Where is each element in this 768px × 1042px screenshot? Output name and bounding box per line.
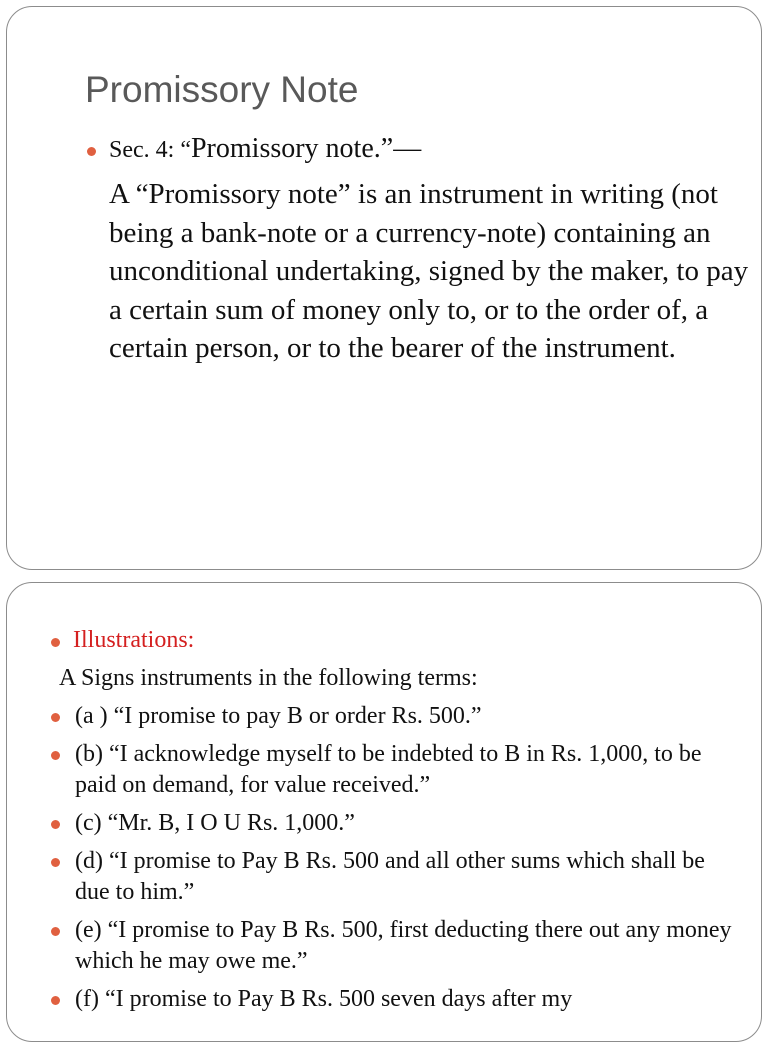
bullet-icon — [51, 820, 60, 829]
illustrations-heading — [51, 627, 194, 654]
bullet-icon — [51, 927, 60, 936]
item-text: (e) “I promise to Pay B Rs. 500, first deducting there out any money which he may owe me.” — [75, 917, 732, 974]
list-item — [51, 984, 741, 1015]
bullet-icon — [51, 858, 60, 867]
bullet-icon — [87, 147, 96, 156]
item-text: (b) “I acknowledge myself to be indebted to B in Rs. 1,000, to be paid on demand, for value received.” — [75, 741, 702, 798]
list-item — [51, 915, 741, 977]
list-item — [51, 846, 741, 908]
list-item — [51, 808, 741, 839]
list-item — [51, 739, 741, 801]
section-heading: Promissory note.”— — [190, 133, 422, 164]
intro-text: A Signs instruments in the following terms: — [59, 665, 478, 691]
section-line — [87, 133, 421, 165]
item-text: (a ) “I promise to pay B or order Rs. 500.” — [75, 703, 482, 729]
illustration-list — [51, 701, 741, 1022]
definition-text: A “Promissory note” is an instrument in writing (not being a bank-note or a currency-note) containing an unconditional undertaking, signed by the maker, to pay a certain sum of money only to, or to the order of, a certain person, or to the bearer of the instrument. — [109, 178, 749, 364]
bullet-icon — [51, 751, 60, 760]
slide-illustrations — [6, 582, 762, 1042]
bullet-icon — [51, 713, 60, 722]
slide-promissory-note — [6, 6, 762, 570]
section-prefix: Sec. 4: “ — [109, 137, 191, 163]
illustrations-label: Illustrations: — [73, 627, 195, 653]
bullet-icon — [51, 638, 60, 647]
list-item — [51, 701, 741, 732]
item-text: (f) “I promise to Pay B Rs. 500 seven days after my — [75, 986, 573, 1012]
slide-title: Promissory Note — [85, 69, 359, 110]
item-text: (d) “I promise to Pay B Rs. 500 and all other sums which shall be due to him.” — [75, 848, 705, 905]
bullet-icon — [51, 996, 60, 1005]
item-text: (c) “Mr. B, I O U Rs. 1,000.” — [75, 810, 355, 836]
